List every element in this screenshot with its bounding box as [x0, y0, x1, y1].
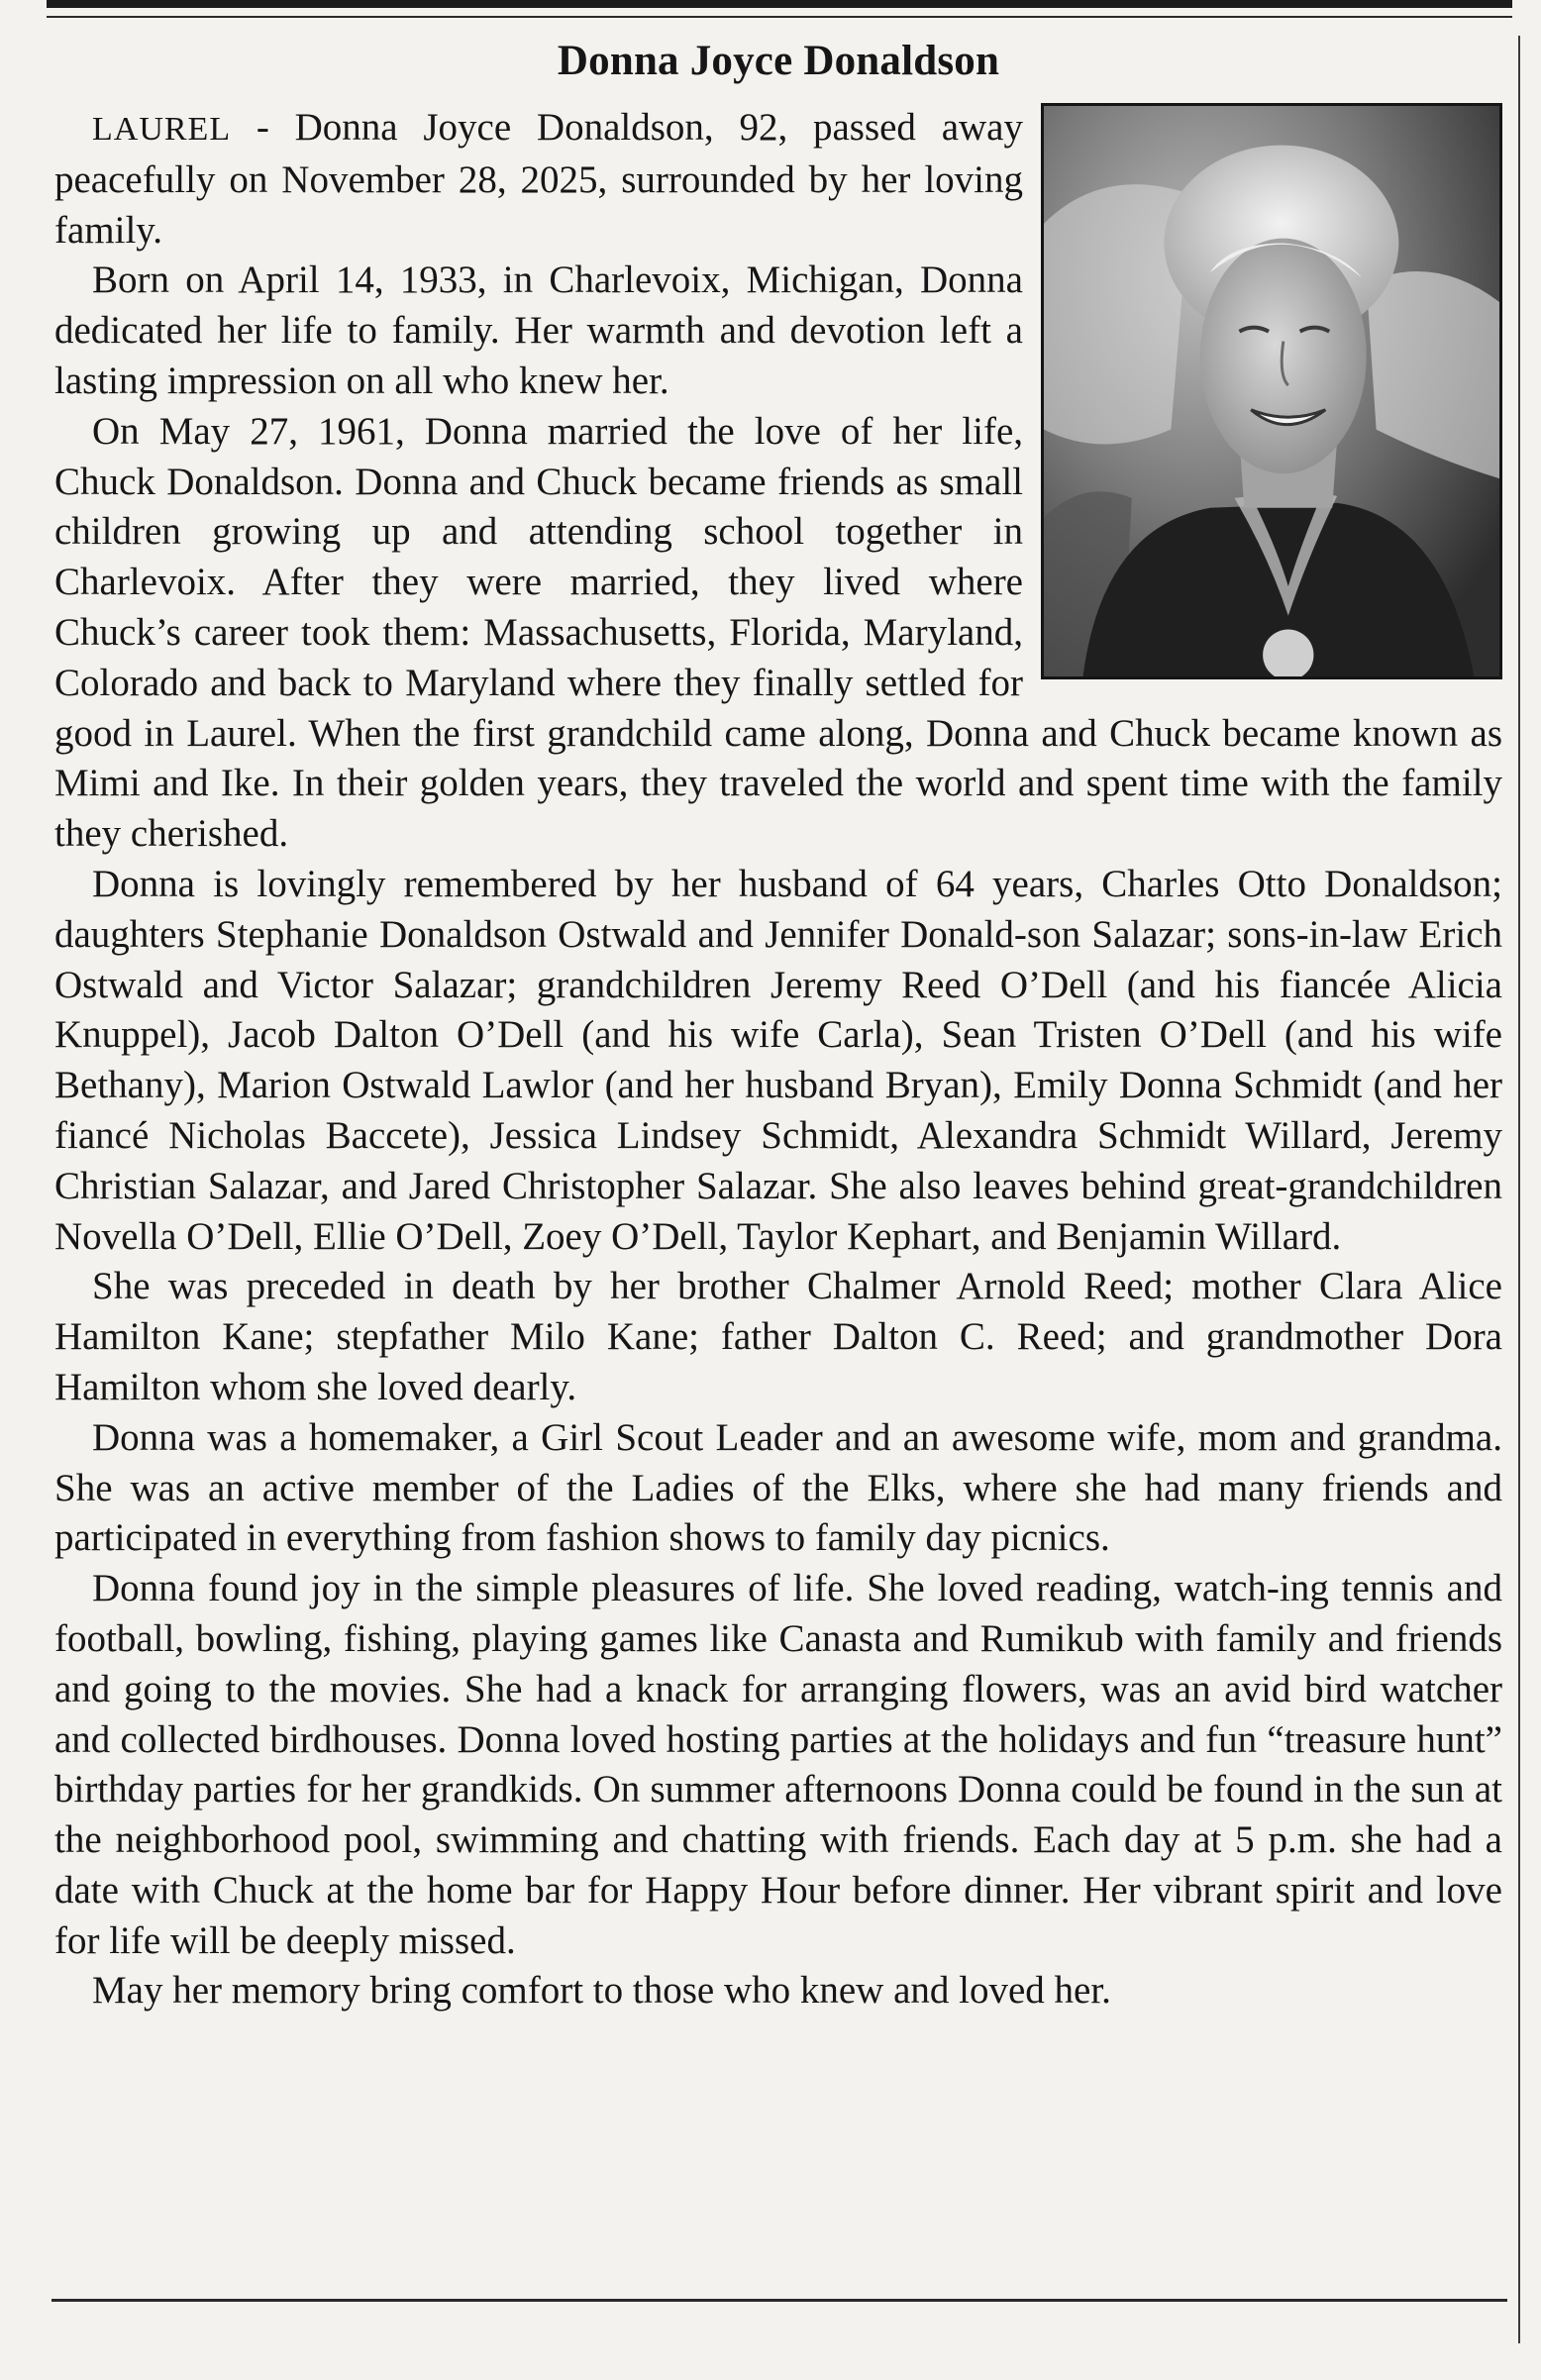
- paragraph-survivors: Donna is lovingly remembered by her husband of 64 years, Charles Otto Donaldson; daughters Stephanie Donaldson Ostwald and Jennifer Donald-son Salazar; sons-in-law Erich Ostwald and Victor Salazar; grandchildren Jeremy Reed O’Dell (and his fiancée Alicia Knuppel), Jacob Dalton O’Dell (and his wife Carla), Sean Tristen O’Dell (and his wife Bethany), Marion Ostwald Lawlor (and her husband Bryan), Emily Donna Schmidt (and her fiancé Nicholas Baccete), Jessica Lindsey Schmidt, Alexandra Schmidt Willard, Jeremy Christian Salazar, and Jared Christopher Salazar. She also leaves behind great-grandchildren Novella O’Dell, Ellie O’Dell, Zoey O’Dell, Taylor Kephart, and Benjamin Willard.: [54, 862, 1502, 1258]
- bottom-rule: [51, 2299, 1507, 2302]
- paragraph-birth: Born on April 14, 1933, in Charlevoix, Michigan, Donna dedicated her life to family. Her warmth and devotion left a lasting impression on all who knew her.: [54, 259, 1023, 402]
- obituary-title: Donna Joyce Donaldson: [557, 38, 1000, 84]
- top-rule-thin: [47, 16, 1512, 18]
- column-rule: [1518, 36, 1520, 2343]
- paragraph-marriage: On May 27, 1961, Donna married the love of her life, Chuck Donaldson. Donna and Chuck became friends as small children growing up and attending school together in Charlevoix. After they were married, they lived where Chuck’s career took them: Massachusetts, Florida, Maryland, Colorado and back to Maryland where they finally settled for good in Laurel. When the first grandchild came along, Donna and Chuck became known as Mimi and Ike. In their golden years, they traveled the world and spent time with the family they cherished.: [54, 409, 1502, 856]
- paragraph-closing: May her memory bring comfort to those who knew and loved her.: [92, 1969, 1111, 2013]
- dateline: LAUREL: [92, 111, 232, 148]
- lead-text: - Donna Joyce Donaldson, 92, passed away peacefully on November 28, 2025, surrounded by her loving family.: [54, 106, 1023, 252]
- portrait-photo: [1041, 103, 1502, 679]
- paragraph-homemaker: Donna was a homemaker, a Girl Scout Leader and an awesome wife, mom and grandma. She was an active member of the Ladies of the Elks, where she had many friends and participated in everything from fashion shows to family day picnics.: [54, 1415, 1502, 1560]
- portrait-image: [1044, 106, 1499, 676]
- top-rule: [47, 0, 1512, 8]
- paragraph-preceded: She was preceded in death by her brother Chalmer Arnold Reed; mother Clara Alice Hamilton Kane; stepfather Milo Kane; father Dalton C. Reed; and grandmother Dora Hamilton whom she loved dearly.: [54, 1265, 1502, 1408]
- paragraph-pleasures: Donna found joy in the simple pleasures of life. She loved reading, watch-ing tennis and football, bowling, fishing, playing games like Canasta and Rumikub with family and friends and going to the movies. She had a knack for arranging flowers, was an avid bird watcher and collected birdhouses. Donna loved hosting parties at the holidays and fun “treasure hunt” birthday parties for her grandkids. On summer afternoons Donna could be found in the sun at the neighborhood pool, swimming and chatting with friends. Each day at 5 p.m. she had a date with Chuck at the home bar for Happy Hour before dinner. Her vibrant spirit and love for life will be deeply missed.: [54, 1567, 1502, 1962]
- obituary: [54, 34, 1502, 2017]
